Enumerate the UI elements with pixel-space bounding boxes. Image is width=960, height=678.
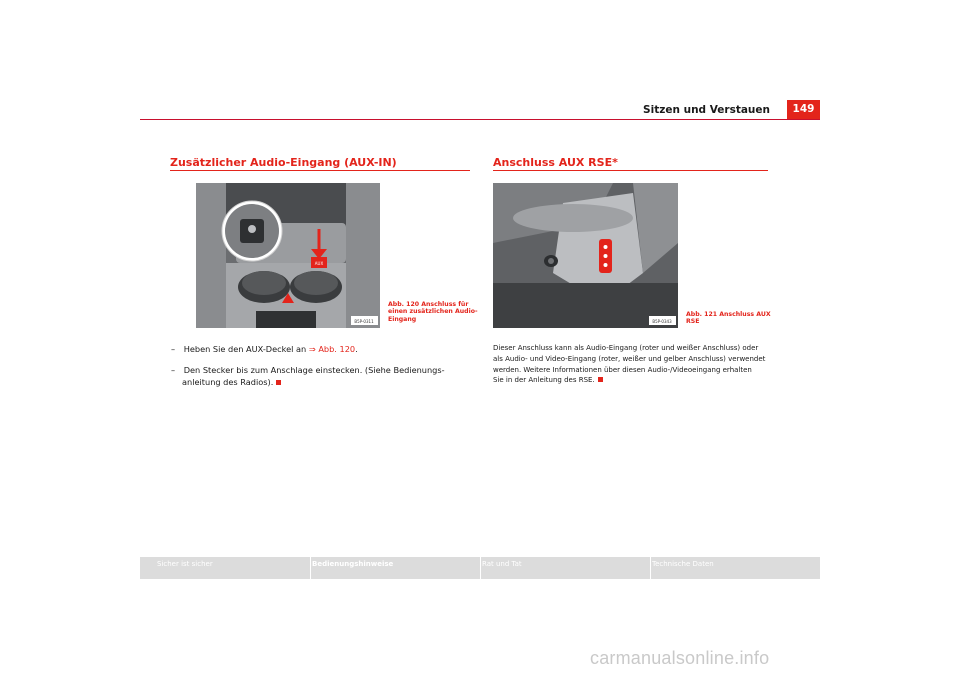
- section-title-aux-in: Zusätzlicher Audio-Eingang (AUX-IN): [170, 156, 397, 169]
- figure-link-abb-120[interactable]: Abb. 120: [318, 344, 356, 354]
- instruction-text: Heben Sie den AUX-Deckel an: [183, 344, 309, 354]
- footer-tab-bedienungshinweise[interactable]: Bedienungshinweise: [312, 560, 394, 568]
- watermark: carmanualsonline.info: [590, 648, 770, 668]
- list-dash: –: [171, 344, 176, 354]
- photo-code-120: B5P-0311: [354, 319, 374, 324]
- figure-caption-120: [388, 301, 478, 323]
- footer-tab-technische-daten[interactable]: Technische Daten: [652, 560, 714, 568]
- instruction-text: .: [355, 344, 358, 354]
- caption-line: Eingang: [388, 315, 417, 323]
- page-number-badge: 149: [787, 100, 820, 119]
- photo-code-121: B5P-0343: [652, 319, 672, 324]
- paragraph-line: als Audio- und Video-Eingang (roter, weißer und gelber Anschluss) verwendet: [493, 354, 766, 363]
- instruction-text: Den Stecker bis zum Anschlage einstecken. (Siehe Bedienungs-: [183, 365, 445, 375]
- reference-arrow: ⇒: [308, 344, 316, 354]
- aux-label: AUX: [314, 261, 324, 266]
- section-end-mark: [276, 380, 281, 385]
- caption-line: einen zusätzlichen Audio-: [388, 308, 478, 316]
- instruction-item: [171, 364, 471, 388]
- footer-tab-sicher-ist-sicher[interactable]: Sicher ist sicher: [157, 560, 213, 568]
- footer-divider: [650, 557, 651, 579]
- section-end-mark: [598, 377, 603, 382]
- footer-divider: [480, 557, 481, 579]
- aux-rse-paragraph: [493, 343, 773, 386]
- section-rule-right: [493, 170, 768, 171]
- running-header-title: Sitzen und Verstauen: [643, 104, 770, 116]
- list-dash: –: [171, 365, 176, 375]
- instruction-text: anleitung des Radios).: [182, 377, 274, 387]
- section-rule-left: [170, 170, 470, 171]
- aux-rse-illustration: [493, 183, 678, 328]
- caption-line: RSE: [686, 318, 700, 326]
- caption-line: Abb. 121 Anschluss AUX: [686, 311, 771, 318]
- photo-aux-in-console: [196, 183, 380, 328]
- caption-line: Abb. 120 Anschluss für: [388, 301, 469, 308]
- footer-tab-rat-und-tat[interactable]: Rat und Tat: [482, 560, 522, 568]
- photo-aux-rse: [493, 183, 678, 328]
- paragraph-line: Dieser Anschluss kann als Audio-Eingang (roter und weißer Anschluss) oder: [493, 344, 759, 352]
- header-rule: [140, 119, 820, 120]
- section-title-aux-rse: Anschluss AUX RSE*: [493, 156, 618, 169]
- paragraph-line: Sie in der Anleitung des RSE.: [493, 376, 595, 385]
- figure-caption-121: [686, 311, 771, 326]
- footer-nav: [140, 557, 820, 579]
- aux-in-console-illustration: [196, 183, 380, 328]
- paragraph-line: werden. Weitere Informationen über diesen Audio-/Videoeingang erhalten: [493, 365, 752, 374]
- instruction-item: [171, 343, 471, 355]
- footer-divider: [310, 557, 311, 579]
